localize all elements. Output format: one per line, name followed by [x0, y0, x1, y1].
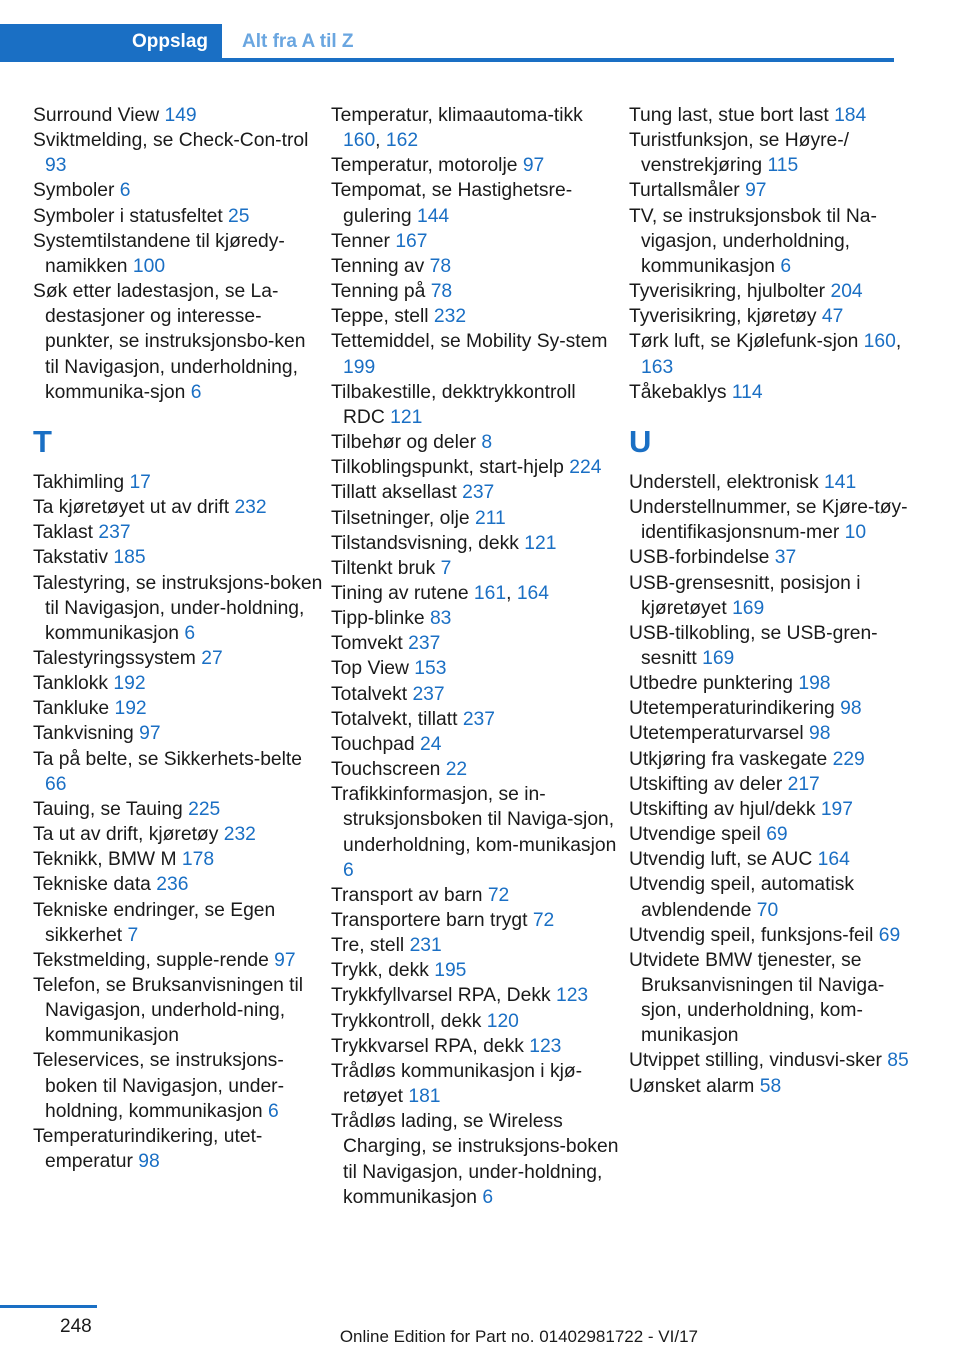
header-divider [0, 58, 894, 62]
index-entry-term: Tørk luft, se Kjølefunk‐sjon [629, 331, 859, 353]
index-entry-term: Transportere barn trygt [331, 910, 528, 931]
index-entry-term: Talestyring, se instruksjons‐boken til Navigasjon, under‐holdning, kommunikasjon [33, 572, 323, 644]
page-ref-link[interactable]: 204 [830, 281, 863, 303]
index-entry [331, 254, 621, 279]
page-ref-link[interactable]: 6 [190, 381, 202, 403]
index-entry [33, 128, 323, 178]
index-entry-term: Talestyringssystem [33, 647, 196, 669]
index-entry-term: USB-forbindelse [629, 547, 770, 569]
index-entry [33, 898, 323, 948]
index-entry-term: Tenning på [331, 281, 426, 303]
page-ref-link[interactable]: 120 [486, 1010, 519, 1032]
index-entry-term: Taklast [33, 522, 94, 544]
index-entry-term: Tenner [331, 230, 390, 252]
index-entry [629, 772, 919, 797]
page-ref-link[interactable]: 6 [482, 1186, 494, 1208]
index-entry [33, 545, 323, 570]
index-entry-term: Utbedre punktering [629, 673, 793, 695]
index-entry-term: Symboler [33, 180, 115, 202]
index-entry [331, 732, 621, 757]
index-entry-term: Systemtilstandene til kjøredy‐namikken [33, 230, 285, 277]
index-entry-term: Trafikkinformasjon, se in‐struksjonsboken til Naviga‐sjon, underholdning, kom‐munikasjon [331, 784, 617, 856]
index-entry-term: Takhimling [33, 471, 125, 493]
index-entry [331, 480, 621, 505]
page-ref-link[interactable]: 149 [164, 105, 197, 126]
page-ref-link[interactable]: 229 [832, 748, 865, 770]
index-entry [331, 304, 621, 329]
index-entry-term: Søk etter ladestasjon, se La‐destasjoner og interesse‐punkter, se instruksjonsbo‐ken til Navigasjon, underholdning, kommunika‐sjon [33, 281, 306, 403]
index-entry-term: Temperatur, motorolje [331, 155, 518, 177]
index-entry-term: Utetemperaturindikering [629, 698, 835, 720]
index-entry-term: Utvendig speil, funksjons‐feil [629, 924, 874, 946]
index-entry [331, 1109, 621, 1210]
index-entry [331, 606, 621, 631]
index-entry-term: Tre, stell [331, 935, 405, 957]
index-entry [629, 1074, 919, 1099]
index-entry [33, 204, 323, 229]
page-ref-link[interactable]: 115 [767, 155, 799, 177]
page-ref-link[interactable]: 160 [343, 130, 376, 152]
index-entry [629, 948, 919, 1049]
index-entry [629, 103, 919, 128]
page-ref-link[interactable]: 25 [228, 205, 250, 227]
index-entry [629, 204, 919, 279]
page-ref-link[interactable]: 6 [267, 1100, 279, 1122]
index-entry [331, 782, 621, 883]
index-entry-term: Tomvekt [331, 633, 403, 655]
index-entry-term: USB-tilkobling, se USB-gren‐sesnitt [629, 622, 878, 669]
index-column-3 [629, 103, 919, 1099]
page-ref-link[interactable]: 7 [127, 924, 139, 946]
index-entry [331, 178, 621, 228]
page-ref-link[interactable]: 98 [138, 1151, 160, 1173]
page-ref-link[interactable]: 6 [780, 255, 792, 277]
index-entry-term: Tipp-blinke [331, 608, 425, 630]
index-entry [33, 495, 323, 520]
section-letter: T [33, 423, 52, 459]
index-entry [629, 621, 919, 671]
section-letter: U [629, 423, 652, 459]
index-entry-term: Tilkoblingspunkt, start‐hjelp [331, 457, 564, 479]
index-entry [331, 958, 621, 983]
page-ref-link[interactable]: 237 [462, 482, 495, 504]
index-entry [33, 470, 323, 495]
index-entry [629, 721, 919, 746]
index-entry-term: Utvendig luft, se AUC [629, 849, 813, 871]
page-ref-link[interactable]: 8 [481, 432, 493, 454]
page-ref-link[interactable]: 199 [343, 356, 376, 378]
index-entry-term: Utskifting av deler [629, 773, 783, 795]
page-ref-link[interactable]: 85 [887, 1050, 909, 1072]
page-ref-link[interactable]: 66 [45, 773, 67, 795]
index-entry-term: Utvendig speil, automatisk avblendende [629, 874, 855, 921]
index-entry [331, 757, 621, 782]
index-entry [33, 973, 323, 1048]
index-entry [629, 470, 919, 495]
index-entry-term: Trykkontroll, dekk [331, 1010, 482, 1032]
index-entry-term: Totalvekt, tillatt [331, 708, 458, 730]
page-ref-link[interactable]: 192 [113, 673, 146, 695]
tab-alt-fra-a-til-z[interactable]: Alt fra A til Z [222, 24, 894, 58]
page-ref-link[interactable]: 27 [201, 647, 223, 669]
page-ref-link[interactable]: 17 [129, 471, 151, 493]
index-entry-term: Ta på belte, se Sikkerhets‐belte [33, 748, 303, 770]
page-ref-link[interactable]: 121 [524, 532, 557, 554]
page-ref-link[interactable]: 164 [516, 582, 549, 604]
index-entry-term: Tyverisikring, kjøretøy [629, 306, 817, 328]
index-entry-term: Trådløs lading, se Wireless Charging, se instruksjons‐boken til Navigasjon, under‐holdning, kommunikasjon [331, 1111, 619, 1208]
index-entry [33, 696, 323, 721]
index-entry [33, 178, 323, 203]
index-entry-term: Trådløs kommunikasjon i kjø‐retøyet [331, 1060, 583, 1108]
page-ref-link[interactable]: 70 [756, 899, 779, 921]
tab-oppslag[interactable]: Oppslag [0, 24, 222, 58]
index-entry [33, 571, 323, 646]
index-entry-term: Transport av barn [331, 884, 483, 906]
page-ref-link[interactable]: 97 [522, 155, 545, 177]
index-entry-term: Tekniske data [33, 874, 151, 896]
index-entry-term: Tankvisning [33, 723, 134, 745]
index-entry [331, 430, 621, 455]
page-ref-link[interactable]: 232 [433, 306, 467, 328]
index-entry-term: Tauing, se Tauing [33, 798, 183, 820]
index-entry-term: Uønsket alarm [629, 1075, 755, 1097]
page-ref-link[interactable]: 237 [408, 633, 441, 655]
index-entry-term: Tekstmelding, supple‐rende [33, 949, 269, 971]
page-ref-link[interactable]: 6 [184, 622, 196, 644]
index-entry-term: Teknikk, BMW M [33, 849, 177, 871]
index-entry [331, 455, 621, 480]
index-entry-term: Top View [331, 658, 409, 680]
index-entry [33, 872, 323, 897]
index-entry [629, 495, 919, 545]
index-entry [331, 506, 621, 531]
index-entry-term: Tyverisikring, hjulbolter [629, 281, 826, 303]
page-ref-link[interactable]: 114 [731, 381, 763, 403]
index-entry [33, 822, 323, 847]
page-ref-link[interactable]: 161 [473, 582, 507, 604]
page-ref-link[interactable]: 232 [223, 824, 256, 846]
page-ref-link[interactable]: 231 [409, 935, 442, 957]
index-entry [33, 279, 323, 405]
index-entry [629, 128, 919, 178]
index-entry-term: Ta ut av drift, kjøretøy [33, 824, 219, 846]
index-entry [629, 1048, 919, 1073]
index-entry [33, 948, 323, 973]
index-entry [331, 656, 621, 681]
page-ref-link[interactable]: 123 [555, 985, 589, 1007]
index-entry-term: Tining av rutene [331, 582, 469, 604]
index-entry [629, 178, 919, 203]
page-ref-link[interactable]: 72 [487, 884, 510, 906]
page-ref-link[interactable]: 198 [798, 673, 831, 695]
index-entry [629, 747, 919, 772]
page-ref-link[interactable]: 164 [817, 849, 850, 871]
index-entry-term: Ta kjøretøyet ut av drift [33, 497, 230, 519]
index-entry [331, 1009, 621, 1034]
page-ref-link[interactable]: 141 [824, 471, 857, 493]
page-ref-link[interactable]: 237 [462, 708, 495, 730]
index-entry-term: Sviktmelding, se Check-Con‐trol [33, 130, 309, 152]
page-ref-link[interactable]: 236 [156, 874, 189, 896]
page-ref-link[interactable]: 211 [474, 507, 506, 529]
index-entry-term: Tillatt aksellast [331, 482, 457, 504]
index-entry [331, 933, 621, 958]
index-entry: Temperatur, klimaautoma‐tikk 160, 162 [331, 105, 583, 152]
index-entry [629, 380, 919, 405]
index-entry-term: Utetemperaturvarsel [629, 723, 804, 745]
index-entry-term: Tilsetninger, olje [331, 507, 470, 529]
index-entry-term: Utvidete BMW tjenester, se Bruksanvisningen til Naviga‐sjon, underholdning, kom‐munikasjon [629, 949, 885, 1047]
index-entry [331, 631, 621, 656]
page-ref-link[interactable]: 160 [863, 331, 896, 353]
page-ref-link[interactable]: 47 [821, 306, 844, 328]
page-ref-link[interactable]: 22 [445, 759, 468, 781]
page-ref-link[interactable]: 37 [774, 547, 797, 569]
index-entry [331, 531, 621, 556]
index-entry [629, 822, 919, 847]
page-ref-link[interactable]: 232 [234, 497, 267, 519]
page-ref-link[interactable]: 10 [844, 522, 867, 544]
index-entry-term: Tenning av [331, 255, 425, 277]
index-entry [629, 923, 919, 948]
page-ref-link[interactable]: 69 [766, 824, 788, 846]
index-entry: Tining av rutene 161, 164 [331, 582, 549, 604]
page-ref-link[interactable]: 178 [181, 849, 215, 871]
index-entry-term: Utvendige speil [629, 824, 761, 846]
page-ref-link[interactable]: 169 [732, 597, 765, 619]
page-ref-link[interactable]: 225 [188, 798, 221, 820]
index-entry [629, 872, 919, 922]
index-entry-term: Tilstandsvisning, dekk [331, 532, 519, 554]
index-entry [331, 153, 621, 178]
page-ref-link[interactable]: 185 [113, 547, 146, 569]
index-entry [33, 103, 323, 128]
index-entry-term: Takstativ [33, 547, 109, 569]
index-entry [331, 279, 621, 304]
page-ref-link[interactable]: 184 [834, 105, 867, 126]
page-ref-link[interactable]: 192 [114, 698, 147, 720]
index-entry [331, 380, 621, 430]
index-entry-term: TV, se instruksjonsbok til Na‐vigasjon, underholdning, kommunikasjon [629, 205, 877, 277]
index-entry-term: Tekniske endringer, se Egen sikkerhet [33, 899, 276, 946]
index-column-1 [33, 103, 323, 1174]
index-entry-term: Temperatur, klimaautoma‐tikk [331, 105, 583, 126]
page-number: 248 [60, 1316, 92, 1337]
index-entry-term: Turistfunksjon, se Høyre-/ venstrekjøring [629, 130, 850, 177]
page-ref-link[interactable]: 97 [139, 723, 161, 745]
page-ref-link[interactable]: 237 [98, 522, 131, 544]
page-ref-link[interactable]: 144 [416, 205, 450, 227]
page-ref-link[interactable]: 97 [274, 949, 296, 971]
index-column-2 [331, 103, 621, 1210]
index-entry-term: Tanklokk [33, 673, 109, 695]
footer-divider [0, 1305, 97, 1308]
page-ref-link[interactable]: 78 [429, 255, 452, 277]
index-entry-term: Tiltenkt bruk [331, 557, 436, 579]
page-ref-link[interactable]: 237 [412, 683, 445, 705]
index-entry [629, 847, 919, 872]
index-entry-term: Tåkebaklys [629, 381, 727, 403]
page-ref-link[interactable]: 181 [408, 1086, 441, 1108]
page-ref-link[interactable]: 169 [702, 647, 735, 669]
index-entry [331, 1034, 621, 1059]
page-ref-link[interactable]: 6 [119, 180, 131, 202]
index-entry [629, 797, 919, 822]
index-entry-term: Trykk, dekk [331, 960, 429, 982]
index-entry [331, 908, 621, 933]
index-entry-term: Totalvekt [331, 683, 408, 705]
index-entry [629, 304, 919, 329]
page-ref-link[interactable]: 93 [45, 155, 67, 177]
index-entry-term: Teleservices, se instruksjons‐boken til Navigasjon, under‐holdning, kommunikasjon [33, 1050, 285, 1122]
index-entry-term: Surround View [33, 105, 160, 126]
page-ref-link[interactable]: 153 [414, 658, 447, 680]
index-entry [331, 329, 621, 379]
page-ref-link[interactable]: 100 [132, 255, 166, 277]
index-entry [33, 797, 323, 822]
index-entry [629, 671, 919, 696]
page-ref-link[interactable]: 121 [390, 406, 423, 428]
page-ref-link[interactable]: 98 [840, 698, 862, 720]
index-entry-term: Utkjøring fra vaskegate [629, 748, 828, 770]
index-entry [331, 682, 621, 707]
index-entry [33, 520, 323, 545]
page-ref-link[interactable]: 24 [419, 733, 442, 755]
page-ref-link[interactable]: 162 [385, 130, 419, 152]
page-ref-link[interactable]: 197 [820, 798, 853, 820]
index-entry [33, 721, 323, 746]
index-entry-term: Telefon, se Bruksanvisningen til Navigasjon, underhold‐ning, kommunikasjon [33, 975, 304, 1047]
index-entry [331, 556, 621, 581]
index-entry-term: Temperaturindikering, utet‐emperatur [33, 1125, 263, 1173]
index-entry-term: Understell, elektronisk [629, 471, 819, 493]
index-entry-term: Tempomat, se Hastighetsre‐gulering [331, 180, 573, 227]
index-entry-term: Utvippet stilling, vindusvi‐sker [629, 1050, 882, 1072]
page-ref-link[interactable]: 83 [429, 608, 452, 630]
edition-note: Online Edition for Part no. 01402981722 - VI/17 [339, 1327, 698, 1346]
page-ref-link[interactable]: 163 [641, 356, 674, 378]
index-entry [33, 646, 323, 671]
index-entry [331, 983, 621, 1008]
page-ref-link[interactable]: 98 [809, 723, 831, 745]
page-ref-link[interactable]: 69 [878, 924, 901, 946]
index-entry-term: Tilbehør og deler [331, 432, 477, 454]
index-entry [33, 229, 323, 279]
index-entry [33, 1048, 323, 1123]
index-entry [331, 1059, 621, 1109]
page-ref-link[interactable]: 224 [569, 457, 602, 479]
header-tab-bar [0, 24, 894, 62]
page-ref-link[interactable]: 167 [395, 230, 428, 252]
index-entry [629, 571, 919, 621]
index-entry [33, 747, 323, 797]
index-entry-term: Symboler i statusfeltet [33, 205, 223, 227]
index-entry [629, 279, 919, 304]
page-ref-link[interactable]: 97 [745, 180, 767, 202]
index-entry-term: Touchscreen [331, 759, 441, 781]
index-entry [331, 229, 621, 254]
index-entry [33, 847, 323, 872]
page-ref-link[interactable]: 72 [532, 910, 555, 931]
page-ref-link[interactable]: 123 [529, 1035, 562, 1057]
index-entry-term: Utskifting av hjul/dekk [629, 798, 816, 820]
index-entry [33, 1124, 323, 1174]
index-entry: Tørk luft, se Kjølefunk‐sjon 160, 163 [629, 331, 902, 378]
index-entry-term: Tung last, stue bort last [629, 105, 829, 126]
index-entry-term: Tettemiddel, se Mobility Sy‐stem [331, 331, 608, 353]
index-entry-term: Trykkfyllvarsel RPA, Dekk [331, 985, 551, 1007]
index-entry-term: Turtallsmåler [629, 180, 740, 202]
index-entry-term: Trykkvarsel RPA, dekk [331, 1035, 524, 1057]
index-entry [629, 696, 919, 721]
index-entry [331, 707, 621, 732]
index-entry-term: Teppe, stell [331, 306, 429, 328]
index-entry-term: USB-grensesnitt, posisjon i kjøretøyet [629, 572, 861, 619]
index-entry [33, 671, 323, 696]
index-entry-term: Tilbakestille, dekktrykkontroll RDC [331, 381, 576, 428]
index-entry [629, 545, 919, 570]
page-ref-link[interactable]: 78 [430, 281, 453, 303]
page-ref-link[interactable]: 6 [343, 859, 354, 881]
page-ref-link[interactable]: 7 [440, 557, 452, 579]
index-entry [331, 883, 621, 908]
index-entry-term: Touchpad [331, 733, 415, 755]
page-ref-link[interactable]: 58 [759, 1075, 782, 1097]
index-entry-term: Understellnummer, se Kjøre‐tøy-identifikasjonsnum‐mer [629, 497, 908, 544]
page-ref-link[interactable]: 195 [434, 960, 467, 982]
page-ref-link[interactable]: 217 [787, 773, 820, 795]
index-entry-term: Tankluke [33, 698, 110, 720]
